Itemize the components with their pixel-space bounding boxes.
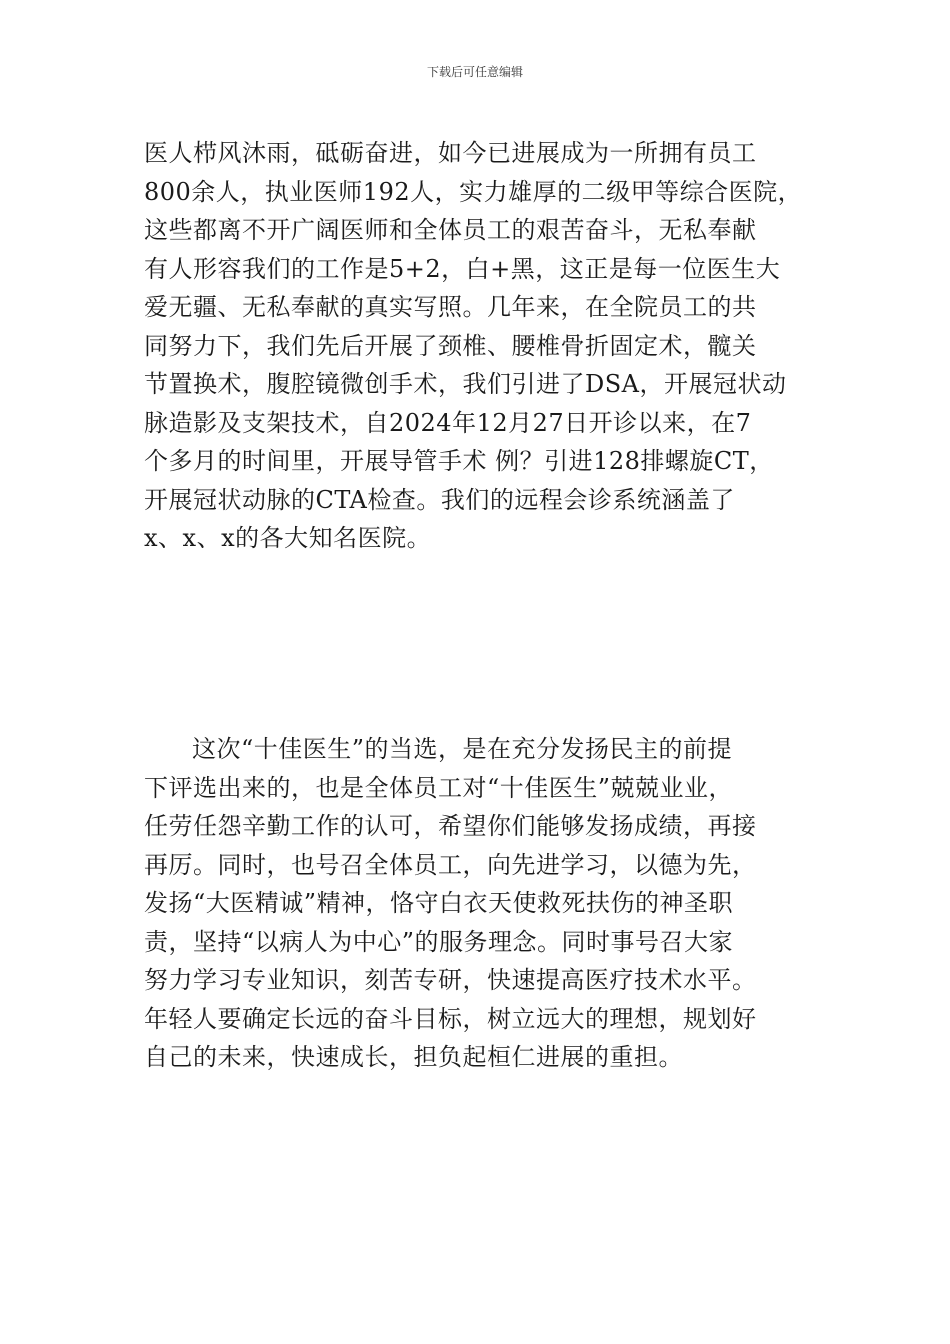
text-line: 开展冠状动脉的CTA检查。我们的远程会诊系统涵盖了	[144, 485, 735, 514]
text-line: x、x、x的各大知名医院。	[144, 524, 432, 552]
text-line: 800余人，执业医师192人，实力雄厚的二级甲等综合医院，	[144, 177, 803, 206]
text-line: 节置换术，腹腔镜微创手术，我们引进了DSA，开展冠状动	[144, 370, 787, 398]
text-line: 医人栉风沐雨，砥砺奋进，如今已进展成为一所拥有员工	[144, 139, 757, 167]
text-line: 发扬“大医精诚”精神，恪守白衣天使救死扶伤的神圣职	[144, 889, 734, 917]
text-line: 爱无疆、无私奉献的真实写照。几年来，在全院员工的共	[144, 293, 757, 321]
text-line: 再厉。同时，也号召全体员工，向先进学习，以德为先，	[144, 850, 757, 879]
text-line: 努力学习专业知识，刻苦专研，快速提高医疗技术水平。	[144, 966, 757, 994]
page-header: 下载后可任意编辑	[426, 65, 523, 79]
text-line: 年轻人要确定长远的奋斗目标，树立远大的理想，规划好	[144, 1004, 757, 1033]
text-line: 脉造影及支架技术，自2024年12月27日开诊以来，在7	[144, 408, 752, 437]
text-line: 同努力下，我们先后开展了颈椎、腰椎骨折固定术，髋关	[144, 331, 757, 360]
text-line: 这次“十佳医生”的当选，是在充分发扬民主的前提	[192, 735, 733, 763]
text-line: 任劳任怨辛勤工作的认可，希望你们能够发扬成绩，再接	[144, 812, 757, 840]
text-line: 这些都离不开广阔医师和全体员工的艰苦奋斗，无私奉献	[144, 216, 757, 244]
text-line: 自己的未来，快速成长，担负起桓仁进展的重担。	[144, 1043, 683, 1071]
text-line: 责，坚持“以病人为中心”的服务理念。同时事号召大家	[144, 927, 734, 956]
paragraph-1	[144, 134, 814, 558]
text-line: 个多月的时间里，开展导管手术 例？引进128排螺旋CT，	[144, 447, 774, 475]
text-line: 下评选出来的，也是全体员工对“十佳医生”兢兢业业，	[144, 773, 734, 802]
paragraph-2	[144, 730, 814, 1077]
text-line: 有人形容我们的工作是5+2，白+黑，这正是每一位医生大	[144, 254, 781, 283]
